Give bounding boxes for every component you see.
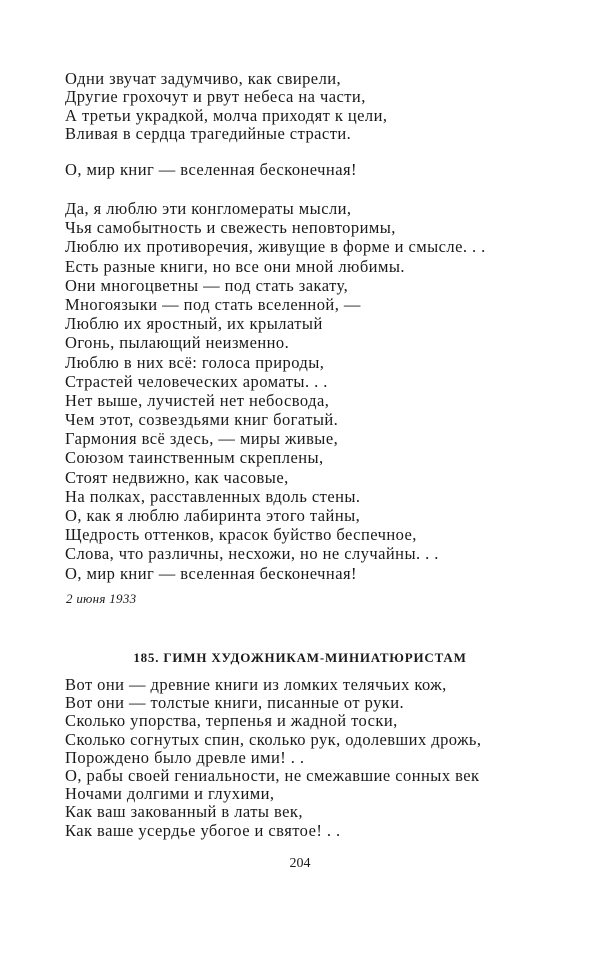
verse-line: Другие грохочут и рвут небеса на части, <box>65 87 366 107</box>
verse-line: Страстей человеческих ароматы. . . <box>65 371 328 391</box>
verse-line: Люблю их противоречия, живущие в форме и смысле. . . <box>65 237 486 257</box>
verse-line: Люблю в них всё: голоса природы, <box>65 352 325 372</box>
verse-line: Стоят недвижно, как часовые, <box>65 467 289 487</box>
verse-line: Ночами долгими и глухими, <box>65 784 275 804</box>
verse-line: Чем этот, созвездьями книг богатый. <box>65 410 339 430</box>
verse-line: Огонь, пылающий неизменно. <box>65 333 290 353</box>
verse-line: На полках, расставленных вдоль стены. <box>65 486 361 506</box>
verse-line: Как ваш закованный в латы век, <box>65 802 303 822</box>
verse-line: Есть разные книги, но все они мной любимы. <box>65 256 405 276</box>
verse-line: Одни звучат задумчиво, как свирели, <box>65 69 342 88</box>
poem1-refrain: О, мир книг — вселенная бесконечная! <box>65 160 357 179</box>
verse-line: Да, я люблю эти конгломераты мысли, <box>65 199 352 218</box>
verse-line: Щедрость оттенков, красок буйство беспечное, <box>65 525 417 545</box>
verse-line: Нет выше, лучистей нет небосвода, <box>65 390 330 410</box>
poem1-stanza2 <box>65 199 486 564</box>
poem1-date: 2 июня 1933 <box>66 591 137 606</box>
verse-line: Союзом таинственным скреплены, <box>65 448 324 468</box>
verse-line: Вливая в сердца трагедийные страсти. <box>65 124 352 144</box>
poem2-text <box>65 676 481 840</box>
verse-line: Люблю их яростный, их крылатый <box>65 314 323 334</box>
verse-line: Чья самобытность и свежесть неповторимы, <box>65 218 396 238</box>
verse-line: О, как я люблю лабиринта этого тайны, <box>65 506 361 525</box>
verse-line: Как ваше усердье убогое и святое! . . <box>65 820 341 840</box>
page-number: 204 <box>289 856 311 871</box>
poem1-refrain-final: О, мир книг — вселенная бесконечная! <box>65 564 357 583</box>
verse-line: Слова, что различны, несхожи, но не случайны. . . <box>65 544 439 564</box>
verse-line: Многоязыки — под стать вселенной, — <box>65 294 361 314</box>
verse-line: Гармония всё здесь, — миры живые, <box>65 429 339 449</box>
verse-line: Они многоцветны — под стать закату, <box>65 275 349 295</box>
verse-line: Вот они — древние книги из ломких телячьих кож, <box>65 675 447 694</box>
verse-line: А третьи украдкой, молча приходят к цели, <box>65 105 388 125</box>
verse-line: О, рабы своей гениальности, не смежавшие сонных век <box>65 765 480 785</box>
verse-line: Сколько упорства, терпенья и жадной тоски, <box>65 711 398 731</box>
poem2-heading: 185. ГИМН ХУДОЖНИКАМ-МИНИАТЮРИСТАМ <box>133 650 467 665</box>
verse-line: Вот они — толстые книги, писанные от руки. <box>65 693 405 713</box>
verse-line: Сколько согнутых спин, сколько рук, одолевших дрожь, <box>65 729 482 749</box>
poem1-stanza1 <box>65 70 387 144</box>
verse-line: Порождено было древле ими! . . <box>65 747 305 767</box>
